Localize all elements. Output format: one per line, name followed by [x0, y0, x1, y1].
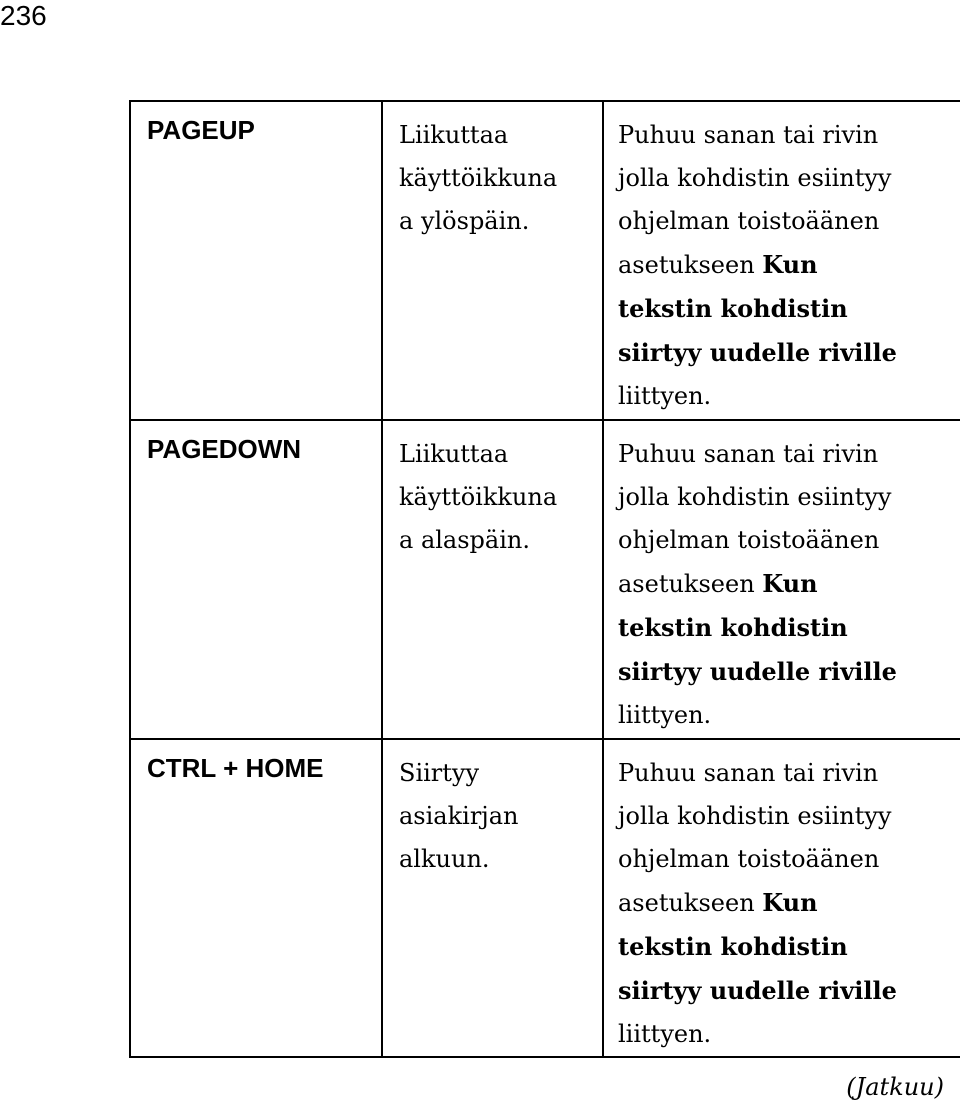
table-row [130, 101, 960, 420]
shortcut-table [129, 100, 960, 1058]
description-cell [382, 739, 603, 1057]
speech-text [604, 102, 960, 418]
speech-end: liittyen. [618, 1020, 712, 1048]
speech-end: liittyen. [618, 701, 712, 729]
description-cell [382, 420, 603, 739]
speech-plain: Puhuu sanan tai rivin jolla kohdistin esiintyy ohjelman toistoäänen asetukseen [618, 759, 892, 917]
key-description: Liikuttaa käyttöikkuna a alaspäin. [399, 440, 558, 554]
speech-text [604, 421, 960, 737]
speech-bold: Kun tekstin kohdistin siirtyy uudelle riville [618, 250, 897, 367]
key-name: PAGEUP [147, 115, 255, 145]
speech-bold: Kun tekstin kohdistin siirtyy uudelle riville [618, 888, 897, 1005]
speech-plain: Puhuu sanan tai rivin jolla kohdistin esiintyy ohjelman toistoäänen asetukseen [618, 121, 892, 279]
speech-plain: Puhuu sanan tai rivin jolla kohdistin esiintyy ohjelman toistoäänen asetukseen [618, 440, 892, 598]
key-name: CTRL + HOME [147, 753, 324, 783]
speech-cell [603, 739, 960, 1057]
key-name: PAGEDOWN [147, 434, 302, 464]
key-cell [130, 420, 382, 739]
speech-cell [603, 420, 960, 739]
speech-text [604, 740, 960, 1056]
key-description: Siirtyy asiakirjan alkuun. [399, 759, 519, 873]
key-description: Liikuttaa käyttöikkuna a ylöspäin. [399, 121, 558, 235]
table-row [130, 420, 960, 739]
speech-cell [603, 101, 960, 420]
page-number: 236 [0, 0, 47, 31]
continued-label: (Jatkuu) [846, 1073, 944, 1101]
description-cell [382, 101, 603, 420]
table-row [130, 739, 960, 1057]
key-cell [130, 101, 382, 420]
speech-end: liittyen. [618, 382, 712, 410]
speech-bold: Kun tekstin kohdistin siirtyy uudelle riville [618, 569, 897, 686]
key-cell [130, 739, 382, 1057]
